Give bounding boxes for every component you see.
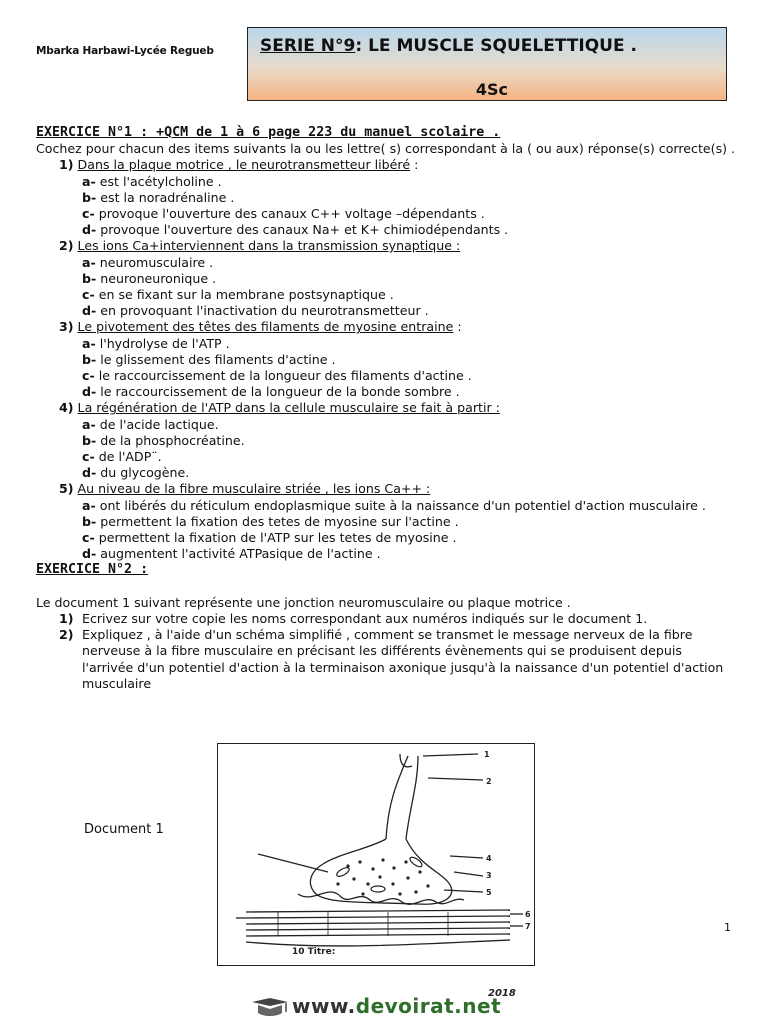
option-1-a (36, 174, 736, 190)
question-4 (36, 400, 736, 416)
exercise-2-title: EXERCICE N°2 : (36, 562, 149, 578)
option-5-c (36, 530, 736, 546)
option-4-d (36, 465, 736, 481)
exercise-1-instruction: Cochez pour chacun des items suivants la ou les lettre( s) correspondant à la ( ou aux) réponse(s) correcte(s) . (36, 141, 736, 157)
option-text: le raccourcissement de la longueur de la bonde sombre . (96, 384, 460, 400)
option-letter: d- (82, 303, 97, 319)
option-3-b (36, 352, 736, 368)
option-letter: b- (82, 351, 97, 367)
option-text: neuromusculaire . (95, 254, 214, 270)
option-text: ont libérés du réticulum endoplasmique suite à la naissance d'un potentiel d'action musculaire . (95, 497, 706, 513)
option-letter: b- (82, 189, 97, 205)
option-text: le glissement des filaments d'actine . (96, 351, 336, 367)
question-2 (36, 238, 736, 254)
figure-number-3: 3 (486, 871, 492, 880)
option-letter: c- (82, 449, 95, 465)
option-letter: d- (82, 222, 97, 238)
option-letter: a- (82, 173, 96, 189)
question-number: 4) (59, 400, 74, 416)
option-letter: c- (82, 206, 95, 222)
footer-brand: devoirat.net (355, 994, 502, 1018)
option-1-b (36, 190, 736, 206)
figure-number-5: 5 (486, 888, 492, 897)
document-body (36, 125, 736, 692)
item-number: 2) (59, 627, 74, 643)
option-text: le raccourcissement de la longueur des filaments d'actine . (94, 368, 472, 384)
item-text: Ecrivez sur votre copie les noms correspondant aux numéros indiqués sur le document 1. (82, 610, 648, 626)
question-1 (36, 157, 736, 173)
question-3 (36, 319, 736, 335)
option-text: de l'ADP¨. (94, 449, 162, 465)
option-text: augmentent l'activité ATPasique de l'actine . (96, 546, 381, 562)
series-title (260, 36, 637, 56)
option-text: du glycogène. (96, 465, 190, 481)
option-3-d (36, 384, 736, 400)
option-letter: a- (82, 335, 96, 351)
question-5 (36, 481, 736, 497)
option-text: neuroneuronique . (96, 270, 217, 286)
option-5-b (36, 514, 736, 530)
question-text: La régénération de l'ATP dans la cellule musculaire se fait à partir : (77, 400, 500, 416)
option-4-b (36, 433, 736, 449)
neuromuscular-junction-figure (217, 743, 535, 966)
option-text: en se fixant sur la membrane postsynaptique . (94, 287, 394, 303)
option-letter: d- (82, 465, 97, 481)
document-label: Document 1 (84, 822, 164, 837)
figure-number-2: 2 (486, 777, 492, 786)
question-number: 1) (59, 157, 74, 173)
devoirat-logo-icon (250, 996, 290, 1022)
option-text: de l'acide lactique. (95, 416, 219, 432)
option-letter: c- (82, 287, 95, 303)
page-number: 1 (724, 921, 731, 934)
figure-number-6: 6 (525, 910, 531, 919)
option-letter: b- (82, 432, 97, 448)
question-text: Dans la plaque motrice , le neurotransmetteur libéré (77, 157, 411, 173)
question-number: 5) (59, 481, 74, 497)
option-text: de la phosphocréatine. (96, 432, 245, 448)
site-footer[interactable] (250, 988, 530, 1024)
question-text: Les ions Ca+interviennent dans la transmission synaptique : (77, 238, 461, 254)
option-text: est l'acétylcholine . (95, 173, 222, 189)
exercise-1-title: EXERCICE N°1 : +QCM de 1 à 6 page 223 du manuel scolaire . (36, 125, 501, 140)
question-number: 3) (59, 319, 74, 335)
option-1-c (36, 206, 736, 222)
figure-number-7: 7 (525, 922, 531, 931)
option-1-d (36, 222, 736, 238)
option-letter: a- (82, 416, 96, 432)
item-number: 1) (59, 610, 74, 626)
question-text: Au niveau de la fibre musculaire striée , les ions Ca++ : (77, 481, 431, 497)
option-2-a (36, 255, 736, 271)
option-text: en provoquant l'inactivation du neurotransmetteur . (96, 303, 429, 319)
option-letter: b- (82, 513, 97, 529)
question-number: 2) (59, 238, 74, 254)
question-suffix: : (453, 319, 462, 335)
option-letter: d- (82, 546, 97, 562)
option-3-c (36, 368, 736, 384)
option-text: permettent la fixation des tetes de myosine sur l'actine . (96, 513, 459, 529)
exercise-1-questions (36, 157, 736, 562)
series-number: SERIE N°9 (260, 36, 356, 56)
item-text: Expliquez , à l'aide d'un schéma simplifié , comment se transmet le message nerveux de la fibre nerveuse à la fibre musculaire en précisant les différents évènements qui se produisent depuis l'arrivée d'un potentiel d'action à la terminaison axonique jusqu'à la naissance d'un potentiel d'action musculaire (82, 627, 724, 691)
series-subject: : LE MUSCLE SQUELETTIQUE . (355, 36, 637, 56)
option-2-b (36, 271, 736, 287)
footer-year: 2018 (488, 988, 516, 999)
exercise-2-item-2 (36, 627, 736, 692)
exercise-2-items (36, 611, 736, 692)
question-text: Le pivotement des têtes des filaments de myosine entraine (77, 319, 454, 335)
option-text: l'hydrolyse de l'ATP . (95, 335, 230, 351)
figure-number-4: 4 (486, 854, 492, 863)
option-text: permettent la fixation de l'ATP sur les tetes de myosine . (94, 530, 457, 546)
option-letter: c- (82, 368, 95, 384)
option-2-d (36, 303, 736, 319)
option-5-a (36, 498, 736, 514)
footer-url[interactable] (292, 994, 501, 1018)
figure-title-label: 10 Titre: (292, 947, 336, 957)
option-4-c (36, 449, 736, 465)
option-letter: a- (82, 497, 96, 513)
title-box (247, 27, 727, 101)
option-4-a (36, 417, 736, 433)
option-text: est la noradrénaline . (96, 189, 235, 205)
class-level: 4Sc (475, 80, 508, 99)
option-text: provoque l'ouverture des canaux C++ voltage –dépendants . (94, 206, 485, 222)
author-line: Mbarka Harbawi-Lycée Regueb (36, 45, 214, 57)
option-text: provoque l'ouverture des canaux Na+ et K+ chimiodépendants . (96, 222, 509, 238)
option-5-d (36, 546, 736, 562)
figure-number-1: 1 (484, 750, 490, 759)
option-letter: d- (82, 384, 97, 400)
option-letter: b- (82, 270, 97, 286)
junction-diagram (218, 744, 534, 965)
exercise-2-intro: Le document 1 suivant représente une jonction neuromusculaire ou plaque motrice . (36, 594, 571, 610)
option-letter: c- (82, 530, 95, 546)
option-2-c (36, 287, 736, 303)
footer-www: www. (292, 994, 356, 1018)
question-suffix: : (410, 157, 419, 173)
option-letter: a- (82, 254, 96, 270)
option-3-a (36, 336, 736, 352)
exercise-2-item-1 (36, 611, 736, 627)
